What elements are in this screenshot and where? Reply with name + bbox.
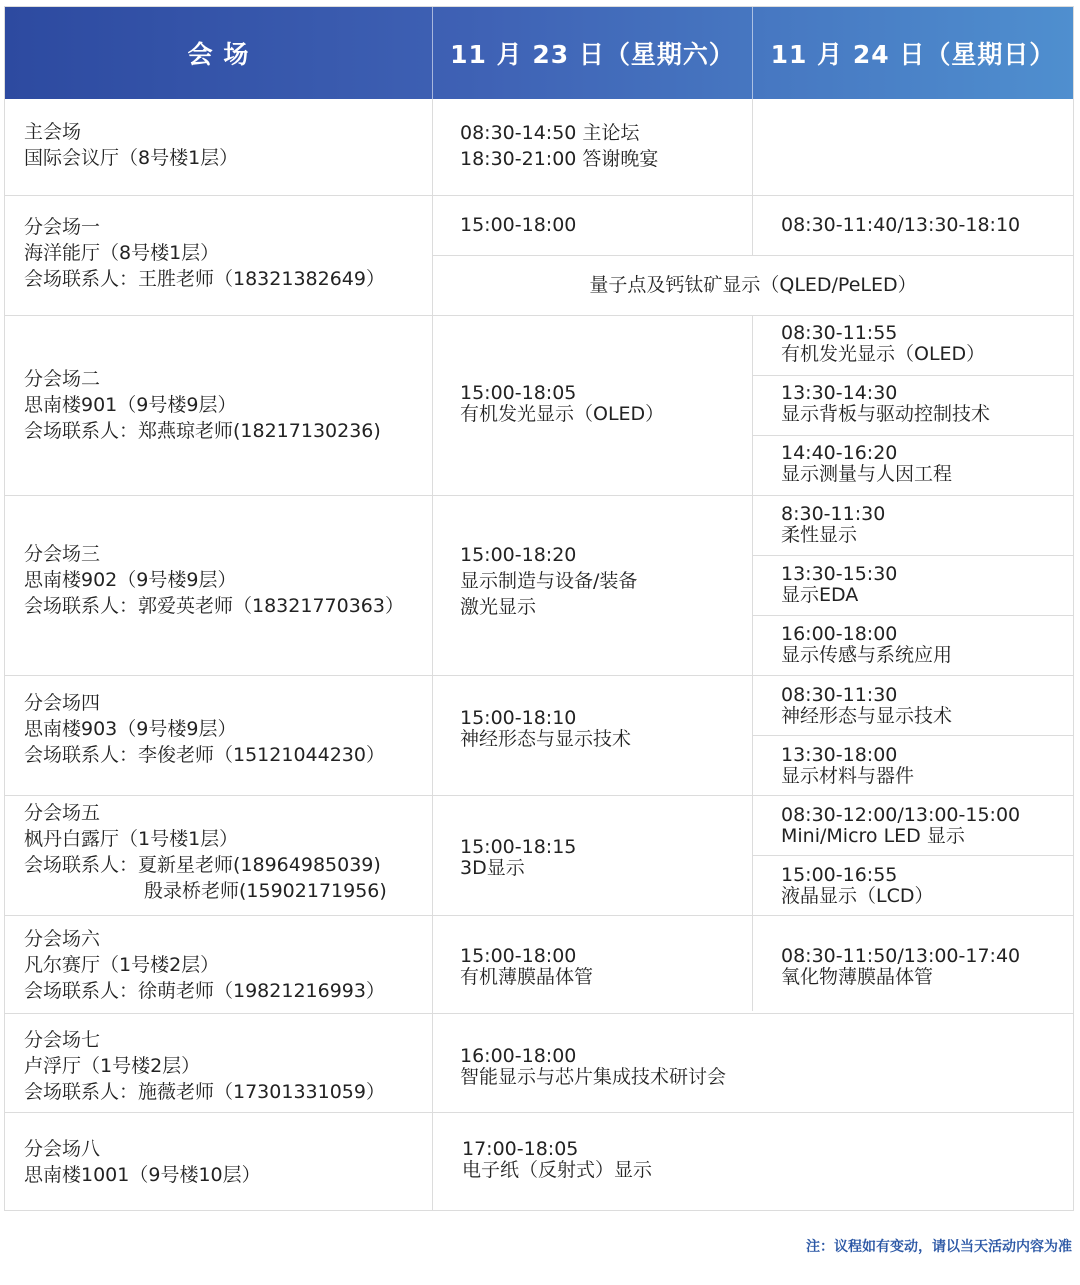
row-divider xyxy=(5,195,1073,196)
day1-cell: 17:00-18:05 电子纸（反射式）显示 xyxy=(462,1138,653,1181)
footnote: 注：议程如有变动，请以当天活动内容为准 xyxy=(806,1239,1072,1255)
day2-cell: 13:30-14:30 显示背板与驱动控制技术 xyxy=(781,382,991,425)
table-header xyxy=(5,7,1073,99)
day1-cell: 15:00-18:20 显示制造与设备/装备 激光显示 xyxy=(460,544,638,618)
row-divider xyxy=(5,495,1073,496)
venue-cell: 分会场三 思南楼902（9号楼9层） 会场联系人：郭爱英老师（18321770363） xyxy=(24,543,404,617)
day1-cell: 15:00-18:15 3D显示 xyxy=(460,836,577,879)
day2-cell: 16:00-18:00 显示传感与系统应用 xyxy=(781,623,953,666)
row-divider xyxy=(752,615,1073,616)
day2-cell: 8:30-11:30 柔性显示 xyxy=(781,503,886,546)
column-divider xyxy=(432,99,433,1211)
day2-cell: 13:30-18:00 显示材料与器件 xyxy=(781,744,915,787)
day1-cell: 15:00-18:00 有机薄膜晶体管 xyxy=(460,945,594,988)
day2-cell: 08:30-12:00/13:00-15:00 Mini/Micro LED 显示 xyxy=(781,804,1021,847)
day1-cell: 16:00-18:00 智能显示与芯片集成技术研讨会 xyxy=(460,1045,727,1088)
spanning-topic: 量子点及钙钛矿显示（QLED/PeLED） xyxy=(589,274,917,296)
venue-cell: 分会场八 思南楼1001（9号楼10层） xyxy=(24,1138,261,1186)
row-divider xyxy=(432,255,1073,256)
day1-cell: 15:00-18:10 神经形态与显示技术 xyxy=(460,707,632,750)
venue-cell: 分会场五 枫丹白露厅（1号楼1层） 会场联系人：夏新星老师(18964985039) 殷录桥老师(15902171956) xyxy=(24,802,387,902)
header-day1: 11 月 23 日（星期六） xyxy=(450,40,735,69)
venue-cell: 分会场二 思南楼901（9号楼9层） 会场联系人：郑燕琼老师(18217130236) xyxy=(24,368,381,442)
venue-cell: 分会场六 凡尔赛厅（1号楼2层） 会场联系人：徐萌老师（19821216993） xyxy=(24,928,385,1002)
day1-cell: 15:00-18:00 xyxy=(460,214,577,236)
row-divider xyxy=(5,675,1073,676)
row-divider xyxy=(752,555,1073,556)
row-divider xyxy=(752,735,1073,736)
row-divider xyxy=(752,435,1073,436)
venue-cell: 分会场四 思南楼903（9号楼9层） 会场联系人：李俊老师（15121044230） xyxy=(24,692,385,766)
row-divider xyxy=(5,915,1073,916)
row-divider xyxy=(752,855,1073,856)
venue-cell: 主会场 国际会议厅（8号楼1层） xyxy=(24,121,239,169)
header-venue: 会 场 xyxy=(187,40,250,69)
venue-cell: 分会场一 海洋能厅（8号楼1层） 会场联系人：王胜老师（18321382649） xyxy=(24,216,385,290)
row-divider xyxy=(752,375,1073,376)
day2-cell: 13:30-15:30 显示EDA xyxy=(781,563,898,606)
day2-cell: 08:30-11:40/13:30-18:10 xyxy=(781,214,1021,236)
row-divider xyxy=(5,795,1073,796)
row-divider xyxy=(5,315,1073,316)
day2-cell: 08:30-11:30 神经形态与显示技术 xyxy=(781,684,953,727)
venue-cell: 分会场七 卢浮厅（1号楼2层） 会场联系人：施薇老师（17301331059） xyxy=(24,1029,385,1103)
header-day2: 11 月 24 日（星期日） xyxy=(770,40,1056,69)
column-divider xyxy=(752,315,753,1011)
day1-cell: 08:30-14:50 主论坛 18:30-21:00 答谢晚宴 xyxy=(460,122,659,170)
day2-cell: 08:30-11:50/13:00-17:40 氧化物薄膜晶体管 xyxy=(781,945,1021,988)
day2-cell: 08:30-11:55 有机发光显示（OLED） xyxy=(781,322,986,365)
day2-cell: 15:00-16:55 液晶显示（LCD） xyxy=(781,864,934,907)
column-divider xyxy=(752,99,753,256)
row-divider xyxy=(5,1112,1073,1113)
day1-cell: 15:00-18:05 有机发光显示（OLED） xyxy=(460,382,665,425)
agenda-table xyxy=(4,6,1074,1211)
row-divider xyxy=(5,1013,1073,1014)
day2-cell: 14:40-16:20 显示测量与人因工程 xyxy=(781,442,953,485)
